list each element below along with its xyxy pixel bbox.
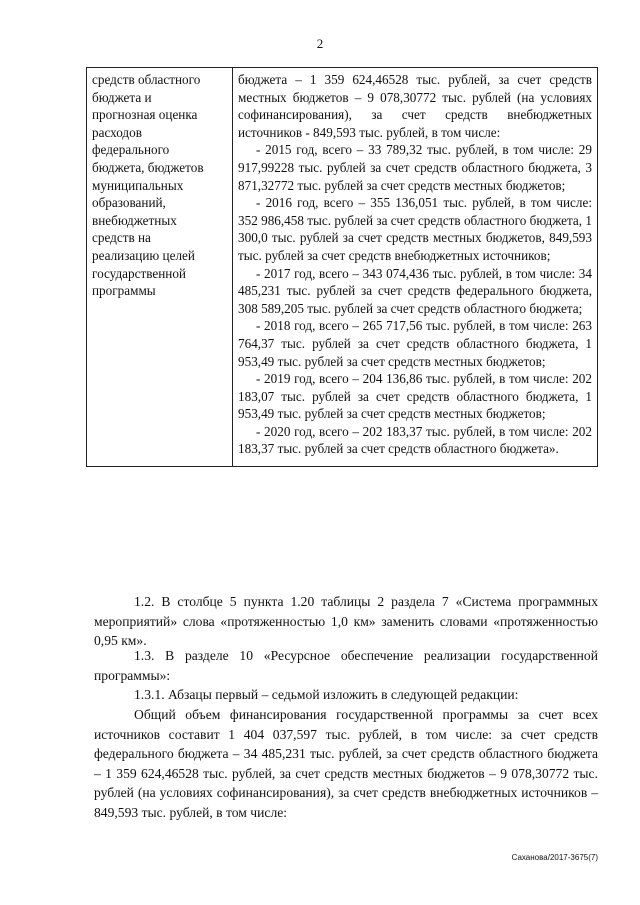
left-cell-line: внебюджетных xyxy=(92,212,177,228)
left-cell-line: государственной xyxy=(92,265,186,281)
paragraph-1-3-text: 1.3. В разделе 10 «Ресурсное обеспечение реализации государственной программы»: xyxy=(94,648,598,683)
funding-table xyxy=(86,67,598,467)
left-cell-line: средств на xyxy=(92,230,151,246)
left-cell-line: бюджета, бюджетов xyxy=(92,159,204,175)
left-cell-line: прогнозная оценка xyxy=(92,107,198,123)
paragraph-total-funding xyxy=(94,705,598,822)
funding-year-2015: - 2015 год, всего – 33 789,32 тыс. рублей, в том числе: 29 917,99228 тыс. рублей за счет средств областного бюджета, 3 871,32772 тыс. рублей за счет средств местных бюджетов; xyxy=(238,142,592,193)
funding-year-2019: - 2019 год, всего – 204 136,86 тыс. рублей, в том числе: 202 183,07 тыс. рублей за счет средств областного бюджета, 1 953,49 тыс. рублей за счет средств местных бюджетов; xyxy=(238,371,592,422)
funding-year-2018: - 2018 год, всего – 265 717,56 тыс. рублей, в том числе: 263 764,37 тыс. рублей за счет средств областного бюджета, 1 953,49 тыс. рублей за счет средств местных бюджетов; xyxy=(238,318,592,369)
left-cell-line: средств областного xyxy=(92,72,201,87)
paragraph-1-2 xyxy=(94,592,598,651)
left-cell-line: муниципальных xyxy=(92,177,184,193)
left-cell-line: расходов xyxy=(92,124,142,140)
left-cell-line: образований, xyxy=(92,195,166,211)
left-cell-line: бюджета и xyxy=(92,89,152,105)
paragraph-total-funding-text: Общий объем финансирования государственной программы за счет всех источников составит 1 404 037,597 тыс. рублей, в том числе: за счет средств федерального бюджета – 34 485,231 тыс. рублей, за счет средств областного бюджета – 1 359 624,46528 тыс. рублей, за счет средств местных бюджетов – 9 078,30772 тыс. рублей (на условиях софинансирования), за счет средств внебюджетных источников – 849,593 тыс. рублей, в том числе: xyxy=(94,707,598,820)
document-reference: Саханова/2017-3675(7) xyxy=(511,853,598,862)
page-number: 2 xyxy=(316,36,324,51)
paragraph-1-3-1 xyxy=(94,685,598,705)
paragraph-1-3-1-text: 1.3.1. Абзацы первый – седьмой изложить в следующей редакции: xyxy=(134,687,519,702)
funding-year-2020: - 2020 год, всего – 202 183,37 тыс. рублей, в том числе: 202 183,37 тыс. рублей за счет средств областного бюджета». xyxy=(238,423,592,457)
funding-year-2017: - 2017 год, всего – 343 074,436 тыс. рублей, в том числе: 34 485,231 тыс. рублей за счет средств федерального бюджета, 308 589,205 тыс. рублей за счет средств областного бюджета; xyxy=(238,265,592,316)
paragraph-1-3 xyxy=(94,646,598,685)
funding-year-2016: - 2016 год, всего – 355 136,051 тыс. рублей, в том числе: 352 986,458 тыс. рублей за счет средств областного бюджета, 1 300,0 тыс. рублей за счет средств местных бюджетов, 849,593 тыс. рублей за счет средств внебюджетных источников; xyxy=(238,195,592,263)
table-right-cell xyxy=(233,68,598,467)
table-row xyxy=(87,68,598,467)
paragraph-1-2-text: 1.2. В столбце 5 пункта 1.20 таблицы 2 раздела 7 «Система программных мероприятий» слова «протяженностью 1,0 км» заменить словами «протяженностью 0,95 км». xyxy=(94,594,598,648)
funding-summary: бюджета – 1 359 624,46528 тыс. рублей, за счет средств местных бюджетов – 9 078,30772 тыс. рублей (на условиях софинансирования), за счет средств внебюджетных источников - 849,593 тыс. рублей, в том числе: xyxy=(238,72,592,140)
left-cell-line: реализацию целей xyxy=(92,247,195,263)
table-left-cell xyxy=(87,68,233,467)
left-cell-line: федерального xyxy=(92,142,170,158)
left-cell-line: программы xyxy=(92,283,156,299)
